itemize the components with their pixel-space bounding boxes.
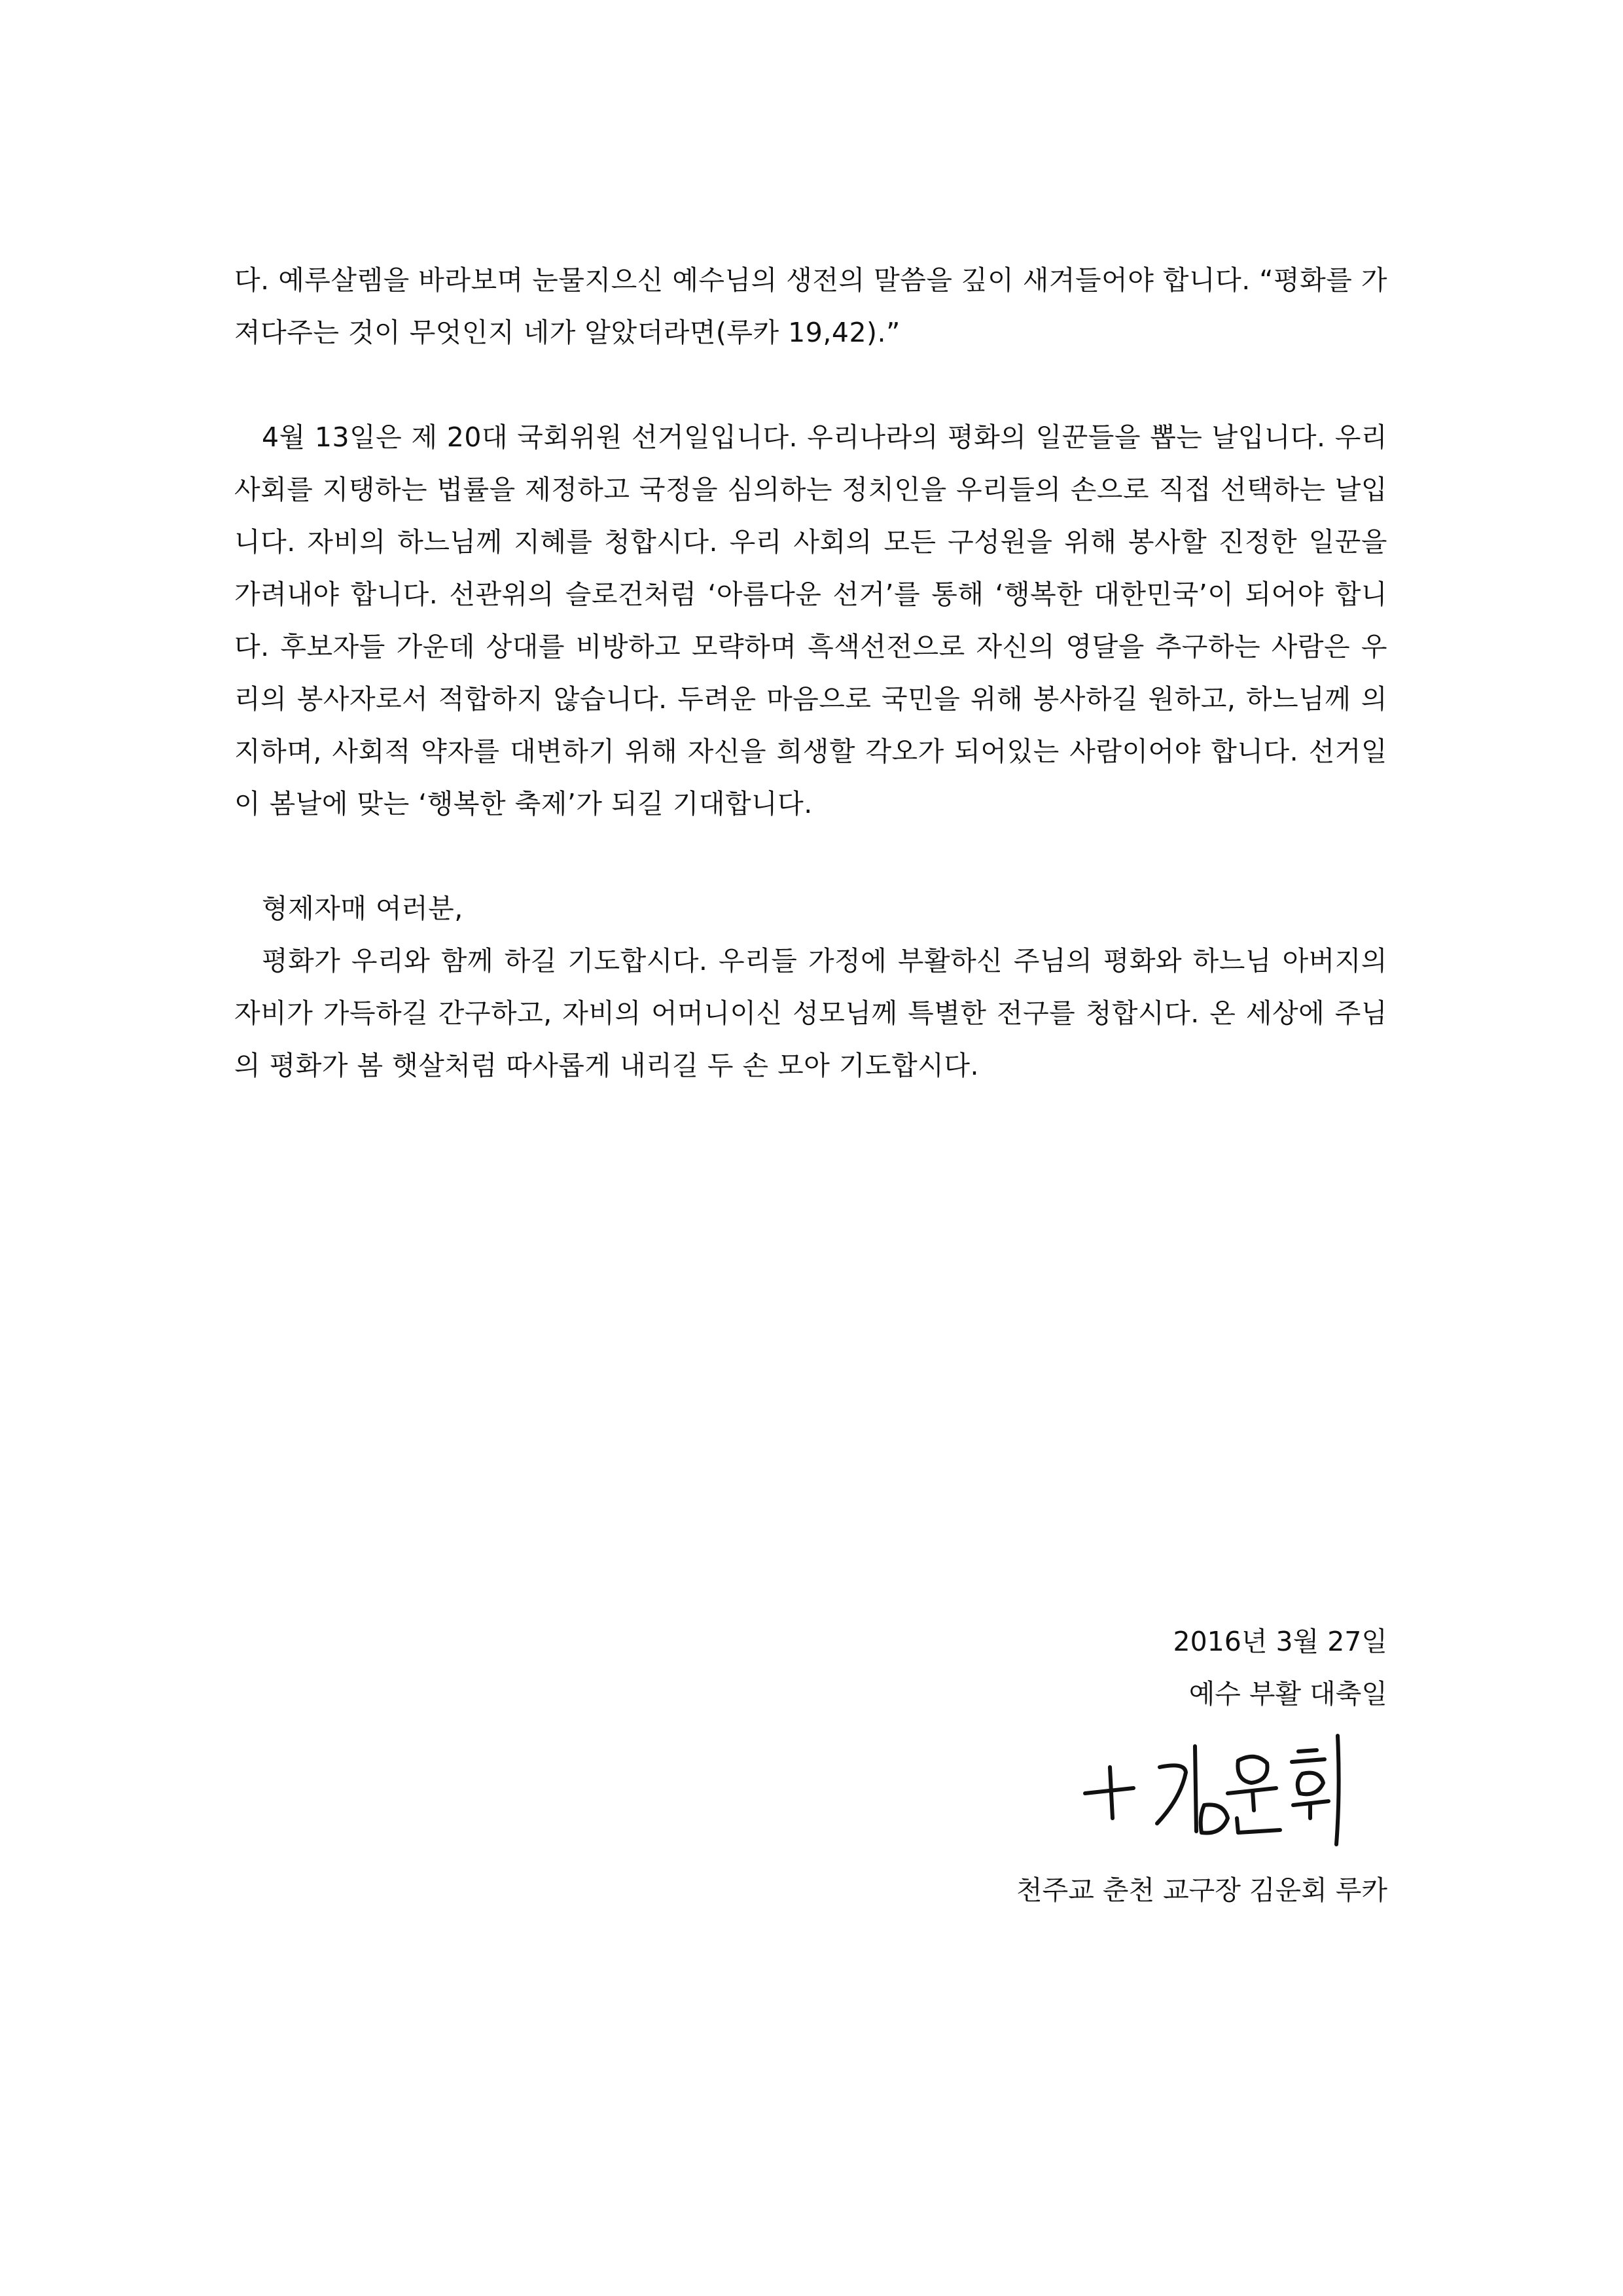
signoff-line: 천주교 춘천 교구장 김운회 루카 <box>1016 1874 1387 1906</box>
greeting: 형제자매 여러분, <box>262 893 463 924</box>
closing-block <box>1173 1615 1387 1720</box>
paragraph-scripture: 다. 예루살렘을 바라보며 눈물지으신 예수님의 생전의 말씀을 깊이 새겨들어야 합니다. “평화를 가져다주는 것이 무엇인지 네가 알았더라면(루카 19,42).” <box>234 264 1387 348</box>
paragraph-election: 4월 13일은 제 20대 국회위원 선거일입니다. 우리나라의 평화의 일꾼들을 뽑는 날입니다. 우리 사회를 지탱하는 법률을 제정하고 국정을 심의하는 정치인을 우리들의 손으로 직접 선택하는 날입니다. 자비의 하느님께 지혜를 청합시다. 우리 사회의 모든 구성원을 위해 봉사할 진정한 일꾼을 가려내야 합니다. 선관위의 슬로건처럼 ‘아름다운 선거’를 통해 ‘행복한 대한민국’이 되어야 합니다. 후보자들 가운데 상대를 비방하고 모략하며 흑색선전으로 자신의 영달을 추구하는 사람은 우리의 봉사자로서 적합하지 않습니다. 두려운 마음으로 국민을 위해 봉사하길 원하고, 하느님께 의지하며, 사회적 약자를 대변하기 위해 자신을 희생할 각오가 되어있는 사람이어야 합니다. 선거일이 봄날에 맞는 ‘행복한 축제’가 되길 기대합니다. <box>234 422 1387 819</box>
letter-body <box>234 254 1387 1092</box>
letter-date: 2016년 3월 27일 <box>1173 1626 1387 1657</box>
handwritten-signature <box>1073 1720 1361 1851</box>
letter-occasion: 예수 부활 대축일 <box>1188 1678 1387 1710</box>
paragraph-prayer: 평화가 우리와 함께 하길 기도합시다. 우리들 가정에 부활하신 주님의 평화와 하느님 아버지의 자비가 가득하길 간구하고, 자비의 어머니이신 성모님께 특별한 전구를 청합시다. 온 세상에 주님의 평화가 봄 햇살처럼 따사롭게 내리길 두 손 모아 기도합시다. <box>234 945 1387 1081</box>
